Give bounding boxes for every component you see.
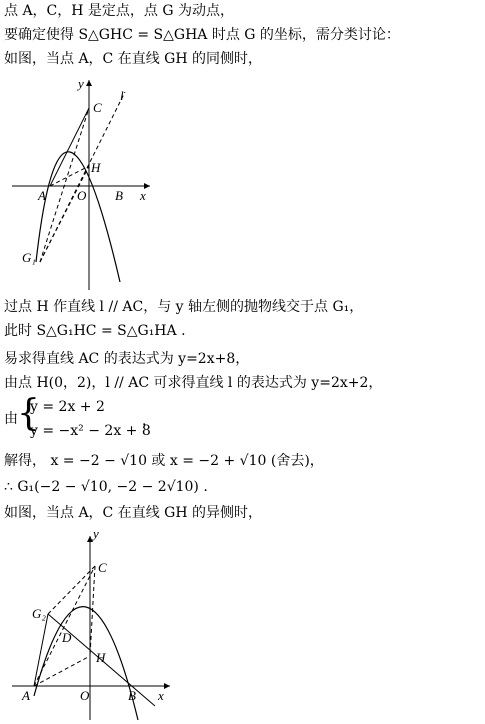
label-a: A <box>22 688 30 703</box>
label-g1: G₁ <box>22 250 36 265</box>
system-eq-1: y = 2x + 2 <box>30 399 105 415</box>
figure-1 <box>0 72 200 292</box>
segment-ac <box>50 108 89 186</box>
text-line-2: 要确定使得 S△GHC = S△GHA 时点 G 的坐标，需分类讨论： <box>4 27 400 43</box>
segment-ag2 <box>34 614 48 686</box>
label-x: x <box>140 188 146 203</box>
text-line-1: 点 A，C，H 是定点，点 G 为动点， <box>4 3 235 19</box>
figure-2 <box>0 526 200 722</box>
text-line-9: 解得， x = −2 − √10 或 x = −2 + √10 (舍去)， <box>4 453 324 469</box>
label-o: O <box>80 688 90 703</box>
label-y: y <box>78 76 84 91</box>
label-a: A <box>38 188 46 203</box>
label-b: B <box>115 188 123 203</box>
label-c: C <box>93 100 102 115</box>
text-line-8: 由 <box>4 411 18 427</box>
label-b: B <box>128 688 136 703</box>
label-h: H <box>91 160 101 175</box>
label-d: D <box>62 630 72 645</box>
text-line-11: 如图，当点 A，C 在直线 GH 的异侧时， <box>4 505 263 521</box>
segment-ac <box>34 566 95 686</box>
text-line-3: 如图，当点 A，C 在直线 GH 的同侧时， <box>4 51 263 67</box>
segment-ah <box>34 656 90 686</box>
label-y: y <box>93 526 99 541</box>
label-x: x <box>158 688 164 703</box>
label-c: C <box>98 560 107 575</box>
system-eq-2: y = −x² − 2x + 8 <box>30 423 151 439</box>
segment-g1c <box>40 108 89 262</box>
label-l: l <box>120 88 124 103</box>
segment-ah <box>50 166 89 186</box>
segment-g1h <box>40 166 89 262</box>
label-o: O <box>77 188 87 203</box>
label-h: H <box>96 650 106 665</box>
system-end: ， <box>142 413 156 429</box>
text-line-5: 此时 S△G₁HC = S△G₁HA . <box>4 323 186 339</box>
text-line-7: 由点 H(0，2)，l // AC 可求得直线 l 的表达式为 y=2x+2， <box>4 375 383 391</box>
system-brace: { <box>17 393 40 434</box>
text-line-10: ∴ G₁(−2 − √10, −2 − 2√10) . <box>4 479 208 495</box>
text-line-6: 易求得直线 AC 的表达式为 y=2x+8， <box>4 351 250 367</box>
text-line-4: 过点 H 作直线 l // AC，与 y 轴左侧的抛物线交于点 G₁， <box>4 299 364 315</box>
segment-g2c <box>48 566 95 614</box>
label-g2: G₂ <box>32 606 46 621</box>
